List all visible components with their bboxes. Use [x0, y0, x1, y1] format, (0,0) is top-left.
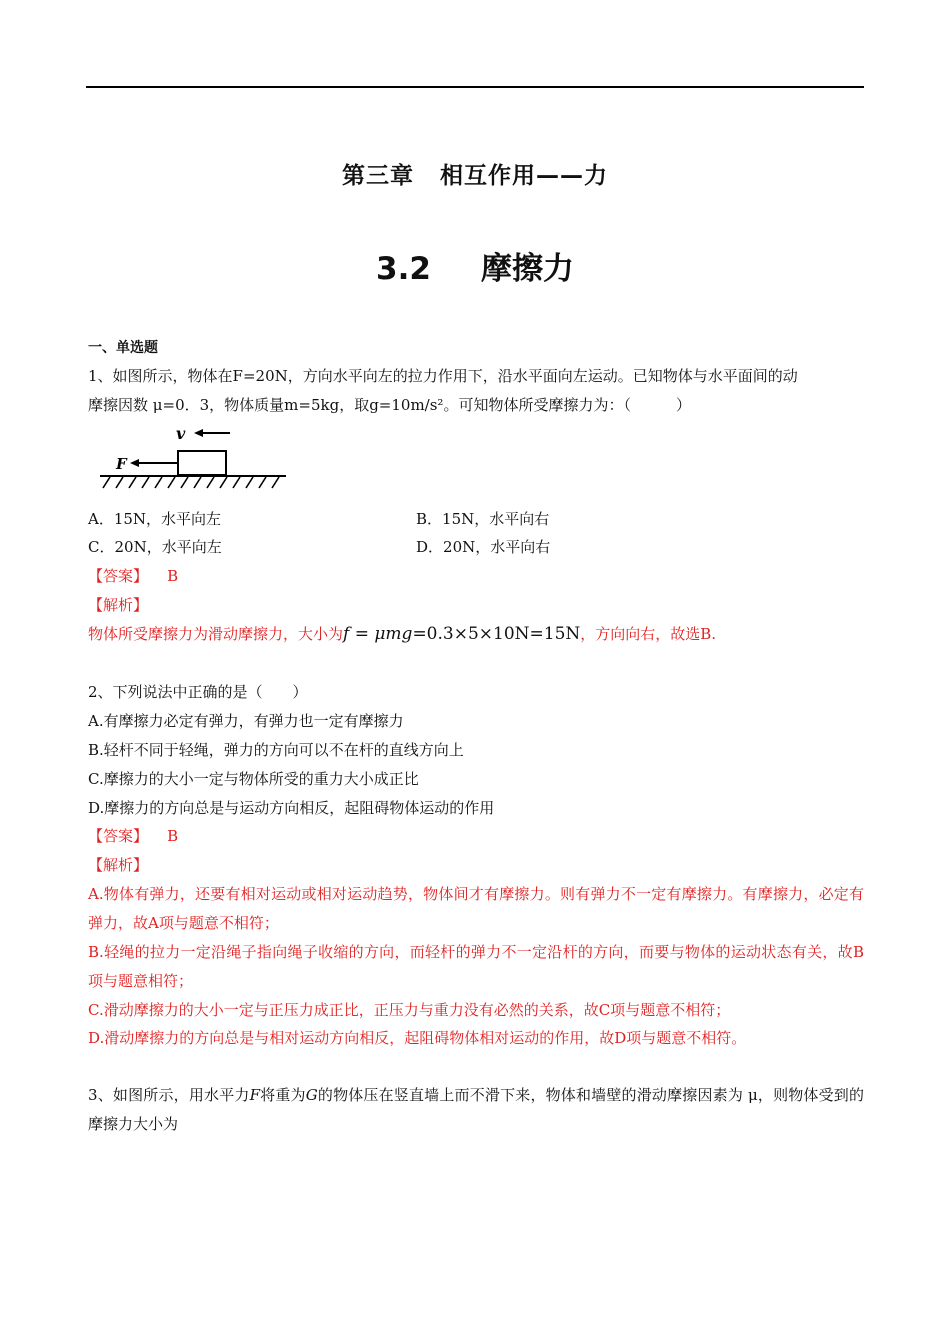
q2-option-b: B.轻杆不同于轻绳，弹力的方向可以不在杆的直线方向上	[88, 741, 464, 759]
q1-stem-line2: 摩擦因数 μ=0．3，物体质量m=5kg，取g=10m/s²。可知物体所受摩擦力为：（ ）	[88, 396, 691, 414]
block	[178, 451, 226, 475]
q2-analysis-b: B.轻绳的拉力一定沿绳子指向绳子收缩的方向，而轻杆的弹力不一定沿杆的方向，而要与物体的运动状态有关，故B项与题意相符；	[88, 943, 864, 990]
q1-option-c: C．20N，水平向左	[88, 538, 222, 556]
q2-analysis-label: 【解析】	[88, 856, 149, 874]
q2-option-c: C.摩擦力的大小一定与物体所受的重力大小成正比	[88, 770, 419, 788]
q2-stem: 2、下列说法中正确的是（ ）	[88, 683, 308, 701]
q2-analysis-c: C.滑动摩擦力的大小一定与正压力成正比，正压力与重力没有必然的关系，故C项与题意不相符；	[88, 1001, 731, 1019]
q2-option-a: A.有摩擦力必定有弹力，有弹力也一定有摩擦力	[88, 712, 404, 730]
force-label: F	[116, 455, 127, 473]
q2-option-d: D.摩擦力的方向总是与运动方向相反，起阻碍物体运动的作用	[88, 799, 495, 817]
q3-stem: 3、如图所示，用水平力F将重为G的物体压在竖直墙上而不滑下来，物体和墙壁的滑动摩擦因素为 μ，则物体受到的摩擦力大小为	[88, 1086, 864, 1133]
ground-hatching	[103, 477, 279, 488]
velocity-label: v	[176, 424, 186, 443]
q1-figure	[96, 420, 290, 492]
force-arrowhead	[130, 459, 139, 467]
q2-analysis-a: A.物体有弹力，还要有相对运动或相对运动趋势，物体间才有摩擦力。则有弹力不一定有摩擦力。有摩擦力，必定有弹力，故A项与题意不相符；	[88, 885, 864, 932]
q1-option-d: D．20N，水平向右	[416, 538, 551, 556]
q1-analysis: 物体所受摩擦力为滑动摩擦力，大小为f = μmg=0.3×5×10N=15N，方向向右，故选B.	[88, 624, 717, 644]
velocity-arrowhead	[194, 429, 203, 437]
section-heading: 一、单选题	[88, 340, 158, 356]
q1-answer: 【答案】 B	[88, 567, 179, 585]
q2-answer: 【答案】 B	[88, 827, 179, 845]
q1-analysis-label: 【解析】	[88, 596, 149, 614]
header-rule	[86, 86, 864, 88]
chapter-title: 第三章 相互作用——力	[342, 163, 608, 189]
q1-stem-line1: 1、如图所示，物体在F=20N，方向水平向左的拉力作用下，沿水平面向左运动。已知物体与水平面间的动	[88, 367, 798, 385]
q1-option-b: B．15N，水平向右	[416, 510, 550, 528]
q2-analysis-d: D.滑动摩擦力的方向总是与相对运动方向相反，起阻碍物体相对运动的作用，故D项与题意不相符。	[88, 1029, 747, 1047]
section-title: 3.2 摩擦力	[376, 251, 574, 287]
q1-formula: f = μmg=0.3×5×10N=15N	[343, 624, 581, 644]
q1-option-a: A．15N，水平向左	[88, 510, 222, 528]
